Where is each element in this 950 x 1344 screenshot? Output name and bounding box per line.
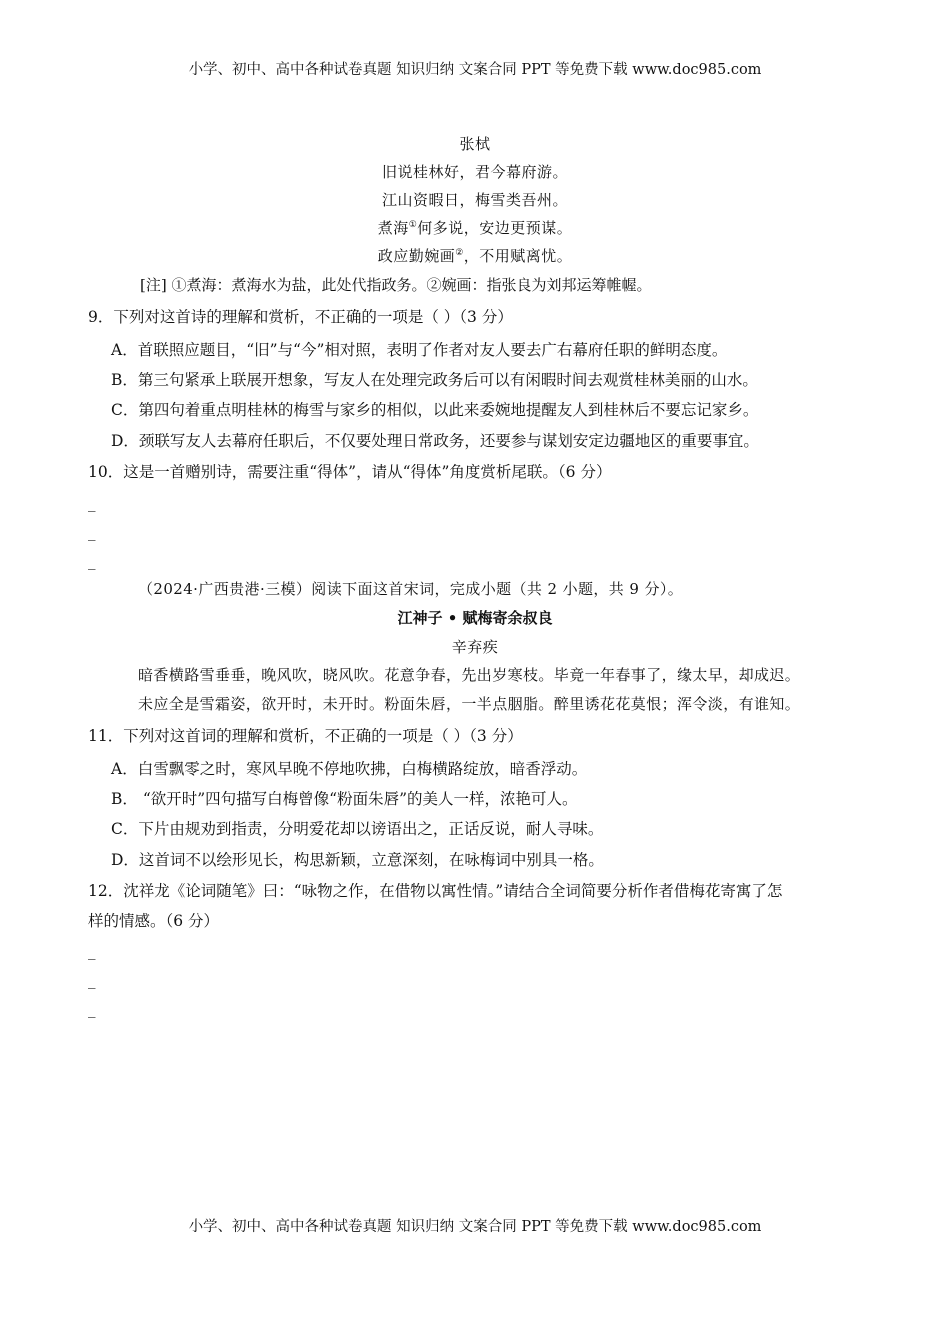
question-12-stem-line-2: 样的情感。（6 分） bbox=[88, 912, 220, 930]
answer-blank: _ bbox=[88, 942, 96, 960]
page-footer: 小学、初中、高中各种试卷真题 知识归纳 文案合同 PPT 等免费下载 www.doc985.com bbox=[188, 1219, 762, 1235]
answer-blank: _ bbox=[88, 523, 96, 541]
question-11-option-b: B． “欲开时”四句描写白梅曾像“粉面朱唇”的美人一样，浓艳可人。 bbox=[111, 790, 578, 808]
answer-blank: _ bbox=[88, 494, 96, 512]
answer-blank: _ bbox=[88, 552, 96, 570]
poem-2-stanza-1: 暗香横路雪垂垂，晚风吹，晓风吹。花意争春，先出岁寒枝。毕竟一年春事了，缘太早，却成迟。 bbox=[138, 666, 801, 684]
question-12-stem-line-1: 12．沈祥龙《论词随笔》曰：“咏物之作，在借物以寓性情。”请结合全词简要分析作者借梅花寄寓了怎 bbox=[88, 882, 783, 900]
question-11-option-a: A．白雪飘零之时，寒风早晚不停地吹拂，白梅横路绽放，暗香浮动。 bbox=[111, 760, 588, 778]
poem-author: 张栻 bbox=[459, 135, 491, 153]
question-9-option-a: A．首联照应题目，“旧”与“今”相对照，表明了作者对友人要去广右幕府任职的鲜明态度。 bbox=[111, 341, 728, 359]
page-header: 小学、初中、高中各种试卷真题 知识归纳 文案合同 PPT 等免费下载 www.doc985.com bbox=[188, 62, 762, 78]
poem-line-3: 煮海①何多说，安边更预谋。 bbox=[377, 219, 573, 237]
question-9-option-c: C．第四句着重点明桂林的梅雪与家乡的相似，以此来委婉地提醒友人到桂林后不要忘记家乡。 bbox=[111, 401, 759, 419]
poem-line-2: 江山资暇日，梅雪类吾州。 bbox=[381, 191, 568, 209]
poem-2-author: 辛弃疾 bbox=[451, 638, 499, 656]
section-intro: （2024·广西贵港·三模）阅读下面这首宋词，完成小题（共 2 小题，共 9 分）。 bbox=[138, 580, 684, 598]
question-10-stem: 10．这是一首赠别诗，需要注重“得体”，请从“得体”角度赏析尾联。（6 分） bbox=[88, 463, 612, 481]
answer-blank: _ bbox=[88, 1000, 96, 1018]
question-9-option-d: D．颈联写友人去幕府任职后，不仅要处理日常政务，还要参与谋划安定边疆地区的重要事宜。 bbox=[111, 432, 759, 450]
question-9-option-b: B．第三句紧承上联展开想象，写友人在处理完政务后可以有闲暇时间去观赏桂林美丽的山水。 bbox=[111, 371, 758, 389]
poem-line-1: 旧说桂林好，君今幕府游。 bbox=[381, 163, 568, 181]
question-11-option-c: C．下片由规劝到指责，分明爱花却以谤语出之，正话反说，耐人寻味。 bbox=[111, 820, 604, 838]
question-11-option-d: D．这首词不以绘形见长，构思新颖，立意深刻，在咏梅词中别具一格。 bbox=[111, 851, 604, 869]
question-9-stem: 9．下列对这首诗的理解和赏析，不正确的一项是（ ）（3 分） bbox=[88, 308, 513, 326]
poem-note: [注] ①煮海：煮海水为盐，此处代指政务。②婉画：指张良为刘邦运筹帷幄。 bbox=[140, 276, 652, 294]
poem-2-stanza-2: 未应全是雪霜姿，欲开时，未开时。粉面朱唇，一半点胭脂。醉里诱花花莫恨；浑令淡，有谁知。 bbox=[138, 695, 801, 713]
poem-line-4: 政应勤婉画②，不用赋离忧。 bbox=[377, 247, 573, 265]
footnote-mark-1: ① bbox=[408, 220, 418, 230]
question-11-stem: 11．下列对这首词的理解和赏析，不正确的一项是（ ）（3 分） bbox=[88, 727, 523, 745]
answer-blank: _ bbox=[88, 971, 96, 989]
poem-title: 江神子 • 赋梅寄余叔良 bbox=[397, 609, 553, 627]
footnote-mark-2: ② bbox=[455, 248, 464, 258]
